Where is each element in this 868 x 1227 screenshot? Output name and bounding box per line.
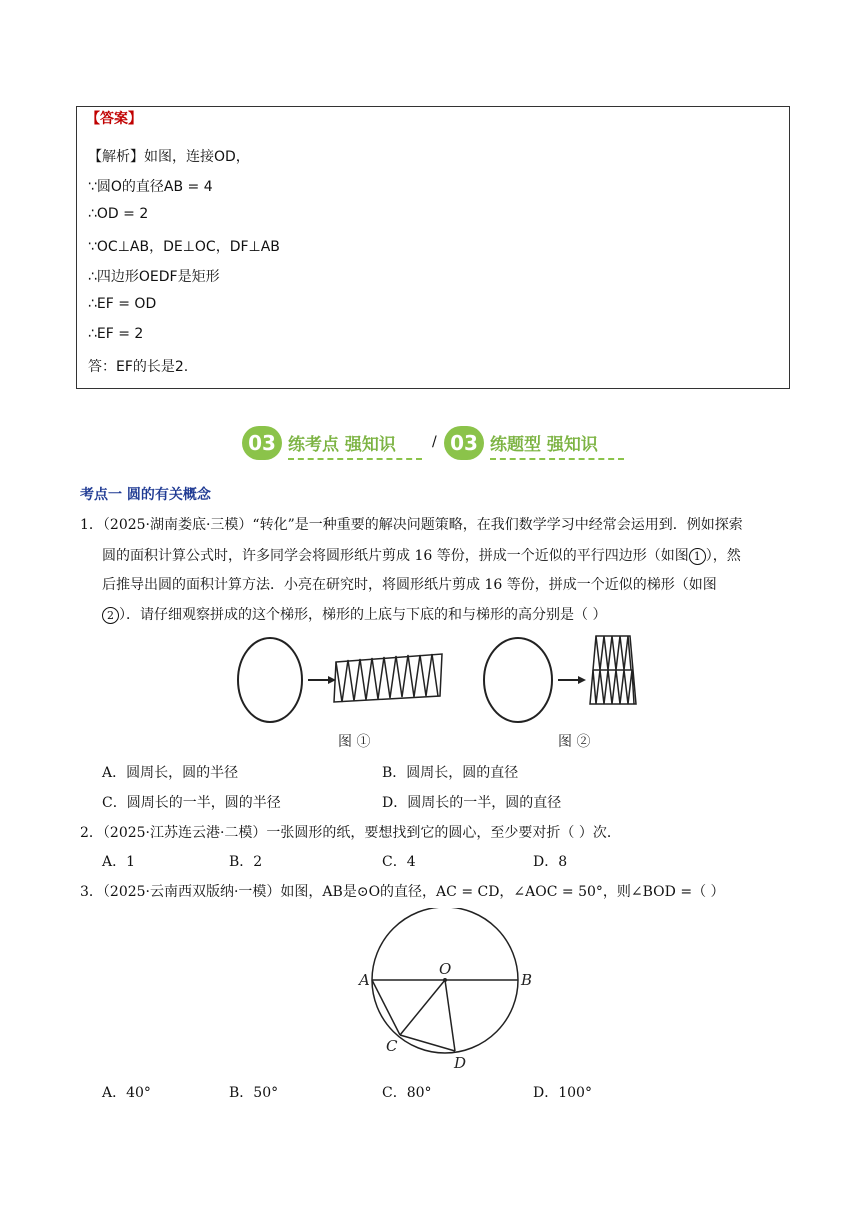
- fig2-circle: [484, 638, 552, 722]
- fig3-radius-od: [445, 980, 455, 1051]
- q3-stem: 3．（2025·云南西双版纳·一模）如图，AB是⊙O的直径，AC = CD，∠AOC = 50°，则∠BOD =（ ）: [80, 884, 725, 900]
- fig1-caption: 图 ①: [338, 734, 371, 750]
- fig3-center-point: [443, 978, 447, 982]
- circled-number-1: 1: [689, 548, 706, 565]
- answer-title: 【答案】: [86, 111, 142, 127]
- q1-line-2: [102, 545, 741, 565]
- fig3-label-d: D: [454, 1054, 467, 1072]
- fig2-trapezoid: [590, 636, 636, 704]
- fig1-parallelogram: [334, 654, 442, 702]
- q1-line-4-text: ）．请仔细观察拼成的这个梯形，梯形的上底与下底的和与梯形的高分别是（ ）: [119, 607, 607, 623]
- answer-line-7: ∴EF = 2: [88, 326, 144, 342]
- answer-line-5: ∴四边形OEDF是矩形: [88, 269, 220, 285]
- figure-3: [355, 908, 535, 1074]
- answer-line-1: 【解析】如图，连接OD，: [88, 149, 250, 165]
- fig3-label-o: O: [439, 960, 452, 978]
- q2-option-d[interactable]: D．8: [533, 854, 568, 870]
- banner-right-underline: [490, 458, 624, 460]
- banner-left-number: 03: [242, 426, 282, 460]
- fig3-label-b: B: [521, 971, 533, 989]
- answer-line-3: ∴OD = 2: [88, 206, 149, 222]
- answer-line-4: ∵OC⊥AB，DE⊥OC，DF⊥AB: [88, 239, 280, 255]
- q1-option-b[interactable]: B．圆周长，圆的直径: [382, 765, 519, 781]
- banner-right: [442, 422, 632, 466]
- fig1-circle: [238, 638, 302, 722]
- banner-right-number: 03: [444, 426, 484, 460]
- circled-number-2: 2: [102, 607, 119, 624]
- q1-line-2-text-a: 圆的面积计算公式时，许多同学会将圆形纸片剪成 16 等份，拼成一个近似的平行四边形（如图: [102, 548, 689, 564]
- fig3-chord-ac: [372, 980, 400, 1035]
- q3-option-d[interactable]: D．100°: [533, 1085, 592, 1101]
- q1-line-3: 后推导出圆的面积计算方法．小亮在研究时，将圆形纸片剪成 16 等份，拼成一个近似的梯形（如图: [102, 577, 717, 593]
- q1-option-d[interactable]: D．圆周长的一半，圆的直径: [382, 795, 562, 811]
- banner-left-text: 练考点 强知识: [288, 435, 396, 455]
- figure-2: [476, 632, 656, 756]
- figure-1: [230, 632, 460, 756]
- q1-line-2-text-b: ），然: [705, 548, 741, 564]
- q1-line-1: 1．（2025·湖南娄底·三模）“转化”是一种重要的解决问题策略，在我们数学学习中经常会运用到．例如探索: [80, 517, 743, 533]
- banner-left: [240, 422, 430, 466]
- q2-option-c[interactable]: C．4: [382, 854, 416, 870]
- fig2-arrow-head: [578, 676, 586, 684]
- q3-option-a[interactable]: A．40°: [102, 1085, 151, 1101]
- fig3-radius-oc: [400, 980, 445, 1035]
- banner-left-underline: [288, 458, 422, 460]
- q1-option-a[interactable]: A．圆周长，圆的半径: [102, 765, 239, 781]
- banner-separator: /: [432, 434, 437, 450]
- fig3-label-a: A: [359, 971, 370, 989]
- banner-right-text: 练题型 强知识: [490, 435, 598, 455]
- q3-option-c[interactable]: C．80°: [382, 1085, 432, 1101]
- section-title: 考点一 圆的有关概念: [80, 487, 211, 503]
- answer-line-2: ∵圆O的直径AB = 4: [88, 179, 213, 195]
- answer-line-8: 答：EF的长是2.: [88, 359, 189, 375]
- q1-line-4: [102, 604, 606, 624]
- fig2-caption: 图 ②: [558, 734, 591, 750]
- q1-option-c[interactable]: C．圆周长的一半，圆的半径: [102, 795, 281, 811]
- q2-option-b[interactable]: B．2: [229, 854, 263, 870]
- q2-option-a[interactable]: A．1: [102, 854, 136, 870]
- q2-stem: 2．（2025·江苏连云港·二模）一张圆形的纸，要想找到它的圆心，至少要对折（ ）次．: [80, 825, 621, 841]
- q3-option-b[interactable]: B．50°: [229, 1085, 279, 1101]
- fig3-label-c: C: [386, 1037, 398, 1055]
- answer-line-6: ∴EF = OD: [88, 296, 157, 312]
